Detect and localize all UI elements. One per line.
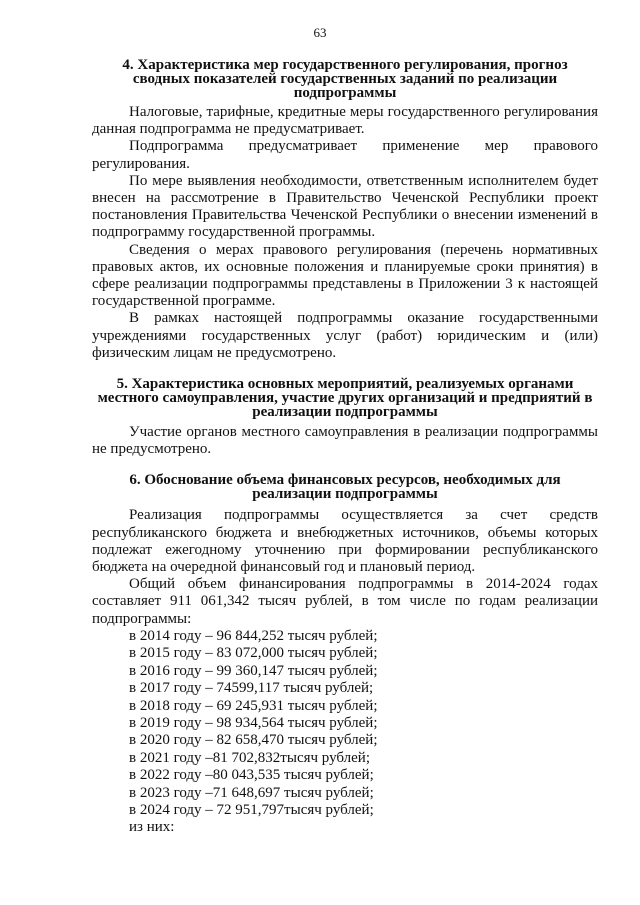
list-item: в 2019 году – 98 934,564 тысяч рублей; <box>129 714 378 731</box>
section-5 <box>92 377 598 458</box>
page-number: 63 <box>313 25 327 40</box>
list-item: в 2018 году – 69 245,931 тысяч рублей; <box>129 697 378 714</box>
funding-by-year-list <box>92 628 598 819</box>
section-4-paragraph: Подпрограмма предусматривает применение мер правового регулирования. <box>92 138 598 172</box>
list-item: в 2016 году – 99 360,147 тысяч рублей; <box>129 662 378 679</box>
section-4 <box>92 58 598 362</box>
list-item: в 2020 году – 82 658,470 тысяч рублей; <box>129 732 378 749</box>
section-6 <box>92 473 598 836</box>
list-tail-text: из них: <box>129 819 175 836</box>
section-4-title: 4. Характеристика мер государственного регулирования, прогноз сводных показателей государственных заданий по реализации подпрограммы <box>122 57 568 101</box>
section-6-title: 6. Обоснование объема финансовых ресурсов, необходимых для реализации подпрограммы <box>129 472 561 503</box>
list-item: в 2021 году –81 702,832тысяч рублей; <box>129 749 370 766</box>
section-4-paragraph: Налоговые, тарифные, кредитные меры государственного регулирования данная подпрограмма не предусматривает. <box>92 104 598 138</box>
section-6-paragraph: Реализация подпрограммы осуществляется за счет средств республиканского бюджета и внебюджетных источников, объемы которых подлежат ежегодному уточнению при формировании республиканского бюджета на очередной финансовый год и плановый период. <box>92 507 598 576</box>
section-4-paragraph: По мере выявления необходимости, ответственным исполнителем будет внесен на рассмотрение в Правительство Чеченской Республики проект постановления Правительства Чеченской Республики о внесении изменений в подпрограмму государственной программы. <box>92 172 598 241</box>
section-4-paragraph: В рамках настоящей подпрограммы оказание государственными учреждениями государственных услуг (работ) юридическим и (или) физическим лицам не предусмотрено. <box>92 310 598 361</box>
list-item: в 2017 году – 74599,117 тысяч рублей; <box>129 680 374 697</box>
list-item: в 2014 году – 96 844,252 тысяч рублей; <box>129 627 378 644</box>
list-item: в 2015 году – 83 072,000 тысяч рублей; <box>129 645 378 662</box>
section-5-paragraph: Участие органов местного самоуправления в реализации подпрограммы не предусмотрено. <box>92 424 598 458</box>
list-item: в 2024 году – 72 951,797тысяч рублей; <box>129 801 374 818</box>
list-item: в 2022 году –80 043,535 тысяч рублей; <box>129 767 374 784</box>
list-item: в 2023 году –71 648,697 тысяч рублей; <box>129 784 374 801</box>
section-4-paragraph: Сведения о мерах правового регулирования (перечень нормативных правовых актов, их основные положения и планируемые сроки принятия) в сфере реализации подпрограммы представлены в Приложении 3 к настоящей государственной программе. <box>92 241 598 310</box>
section-5-title: 5. Характеристика основных мероприятий, реализуемых органами местного самоуправления, участие других организаций и предприятий в реализации подпрограммы <box>97 376 593 421</box>
page-content <box>92 58 598 837</box>
section-6-paragraph: Общий объем финансирования подпрограммы в 2014-2024 годах составляет 911 061,342 тысяч рублей, в том числе по годам реализации подпрограммы: <box>92 576 598 627</box>
